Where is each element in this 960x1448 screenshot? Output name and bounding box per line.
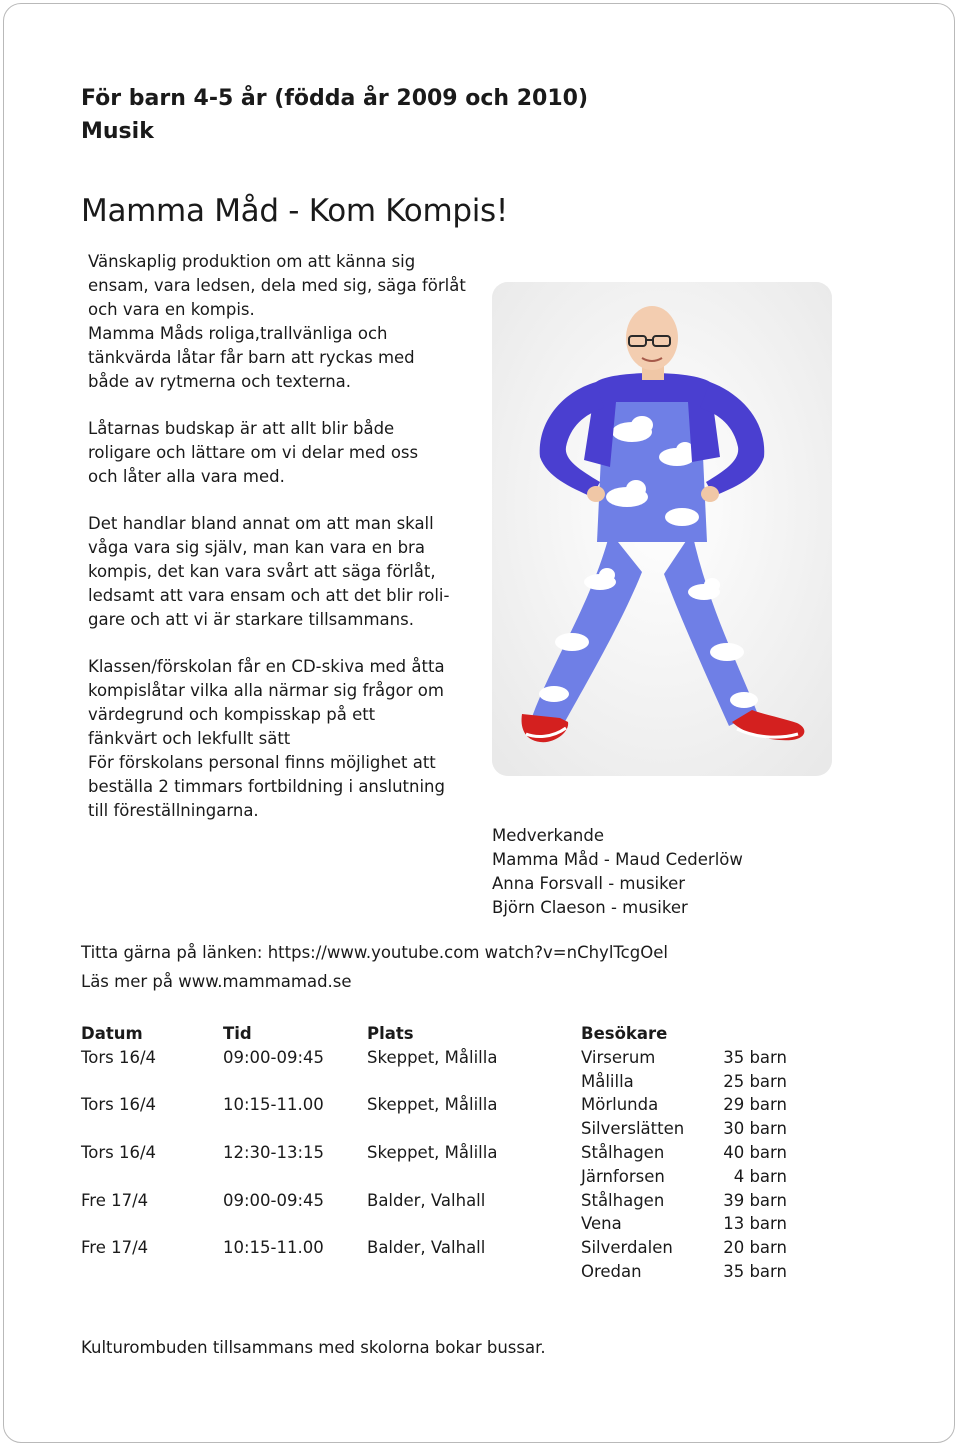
cell-place — [367, 1212, 581, 1236]
text-line: roligare och lättare om vi delar med oss — [88, 443, 419, 462]
cell-date — [81, 1117, 223, 1141]
cell-school: Mörlunda — [581, 1095, 659, 1115]
text-line: Mamma Måds roliga,trallvänliga och — [88, 324, 388, 343]
footer-note: Kulturombuden tillsammans med skolorna bokar bussar. — [81, 1338, 546, 1357]
cell-count: 20 barn — [723, 1238, 787, 1258]
cell-place — [367, 1070, 581, 1094]
cell-time: 10:15-11.00 — [223, 1238, 324, 1258]
cell-school: Målilla — [581, 1071, 634, 1091]
schedule-header-row — [81, 1022, 787, 1046]
text-line: och vara en kompis. — [88, 300, 255, 319]
cell-time: 10:15-11.00 — [223, 1095, 324, 1115]
table-row — [81, 1070, 787, 1094]
cell-date — [81, 1260, 223, 1284]
cell-count: 13 barn — [723, 1214, 787, 1234]
text-line: våga vara sig själv, man kan vara en bra — [88, 538, 425, 557]
credits-heading: Medverkande — [492, 826, 605, 845]
text-line: kompis, det kan vara svårt att säga förlåt, — [88, 562, 436, 581]
cell-date: Fre 17/4 — [81, 1190, 149, 1210]
text-line: fänkvärt och lekfullt sätt — [88, 729, 291, 748]
table-row — [81, 1046, 787, 1070]
credits-block — [492, 824, 743, 920]
paragraph-intro — [88, 250, 468, 394]
cell-count: 29 barn — [723, 1095, 787, 1115]
credits-line: Björn Claeson - musiker — [492, 898, 688, 917]
table-row — [81, 1212, 787, 1236]
category-line: Musik — [81, 119, 154, 144]
text-line: ledsamt att vara ensam och att det blir roli- — [88, 586, 450, 605]
column-header-date: Datum — [81, 1024, 143, 1043]
credits-line: Anna Forsvall - musiker — [492, 874, 686, 893]
cell-place — [367, 1117, 581, 1141]
cell-date — [81, 1070, 223, 1094]
paragraph-message — [88, 417, 468, 489]
cell-count: 25 barn — [723, 1071, 787, 1091]
text-line: tänkvärda låtar får barn att ryckas med — [88, 348, 415, 367]
youtube-link-text[interactable]: Titta gärna på länken: https://www.youtube.com watch?v=nChylTcgOel — [81, 943, 668, 962]
text-line: beställa 2 timmars fortbildning i anslutning — [88, 777, 445, 796]
paragraph-cd — [88, 655, 468, 823]
table-row — [81, 1141, 787, 1165]
table-row — [81, 1165, 787, 1189]
text-line: ensam, vara ledsen, dela med sig, säga förlåt — [88, 276, 466, 295]
cell-date — [81, 1165, 223, 1189]
column-header-count — [723, 1022, 787, 1046]
cell-time: 12:30-13:15 — [223, 1142, 325, 1162]
table-row — [81, 1117, 787, 1141]
cell-school: Järnforsen — [581, 1166, 665, 1186]
cell-place — [367, 1260, 581, 1284]
cell-date: Tors 16/4 — [81, 1047, 157, 1067]
cell-count: 39 barn — [723, 1190, 787, 1210]
cell-school: Oredan — [581, 1261, 642, 1281]
cell-place: Balder, Valhall — [367, 1238, 486, 1258]
column-header-visitors: Besökare — [581, 1024, 668, 1043]
text-line: Låtarnas budskap är att allt blir både — [88, 419, 395, 438]
cell-count: 35 barn — [723, 1261, 787, 1281]
cell-place — [367, 1165, 581, 1189]
cell-time: 09:00-09:45 — [223, 1047, 325, 1067]
text-line: värdegrund och kompisskap på ett — [88, 705, 376, 724]
text-line: till föreställningarna. — [88, 801, 259, 820]
cell-place: Skeppet, Målilla — [367, 1047, 498, 1067]
cell-time — [223, 1260, 367, 1284]
column-header-time: Tid — [223, 1024, 252, 1043]
website-link-text[interactable]: Läs mer på www.mammamad.se — [81, 972, 352, 991]
page-heading — [81, 82, 588, 148]
cell-school: Silverdalen — [581, 1238, 673, 1258]
cell-place: Skeppet, Målilla — [367, 1095, 498, 1115]
cell-date — [81, 1212, 223, 1236]
cell-date: Fre 17/4 — [81, 1238, 149, 1258]
text-line: kompislåtar vilka alla närmar sig frågor om — [88, 681, 444, 700]
cell-school: Virserum — [581, 1047, 656, 1067]
performer-photo — [492, 282, 832, 776]
text-line: och låter alla vara med. — [88, 467, 285, 486]
cell-count: 4 barn — [733, 1166, 787, 1186]
table-row — [81, 1236, 787, 1260]
table-row — [81, 1093, 787, 1117]
cell-date: Tors 16/4 — [81, 1142, 157, 1162]
column-header-place: Plats — [367, 1024, 414, 1043]
table-row — [81, 1189, 787, 1213]
schedule-table — [81, 1022, 787, 1284]
text-line: Klassen/förskolan får en CD-skiva med åtta — [88, 657, 445, 676]
cell-time — [223, 1212, 367, 1236]
credits-line: Mamma Måd - Maud Cederlöw — [492, 850, 743, 869]
text-line: både av rytmerna och texterna. — [88, 372, 352, 391]
paragraph-theme — [88, 512, 468, 632]
text-line: För förskolans personal finns möjlighet att — [88, 753, 436, 772]
cell-school: Vena — [581, 1214, 622, 1234]
audience-line: För barn 4-5 år (födda år 2009 och 2010) — [81, 86, 589, 111]
cell-place: Skeppet, Målilla — [367, 1142, 498, 1162]
text-line: Vänskaplig produktion om att känna sig — [88, 252, 416, 271]
table-row — [81, 1260, 787, 1284]
cell-time — [223, 1117, 367, 1141]
cell-count: 30 barn — [723, 1119, 787, 1139]
performer-illustration — [492, 282, 832, 776]
cell-school: Silverslätten — [581, 1119, 685, 1139]
cell-count: 35 barn — [723, 1047, 787, 1067]
cell-time — [223, 1070, 367, 1094]
cell-count: 40 barn — [723, 1142, 787, 1162]
cell-date: Tors 16/4 — [81, 1095, 157, 1115]
cell-time: 09:00-09:45 — [223, 1190, 325, 1210]
text-line: Det handlar bland annat om att man skall — [88, 514, 434, 533]
production-title: Mamma Måd - Kom Kompis! — [81, 193, 509, 229]
cell-place: Balder, Valhall — [367, 1190, 486, 1210]
cell-school: Stålhagen — [581, 1142, 665, 1162]
text-line: gare och att vi är starkare tillsammans. — [88, 610, 414, 629]
cell-time — [223, 1165, 367, 1189]
cell-school: Stålhagen — [581, 1190, 665, 1210]
